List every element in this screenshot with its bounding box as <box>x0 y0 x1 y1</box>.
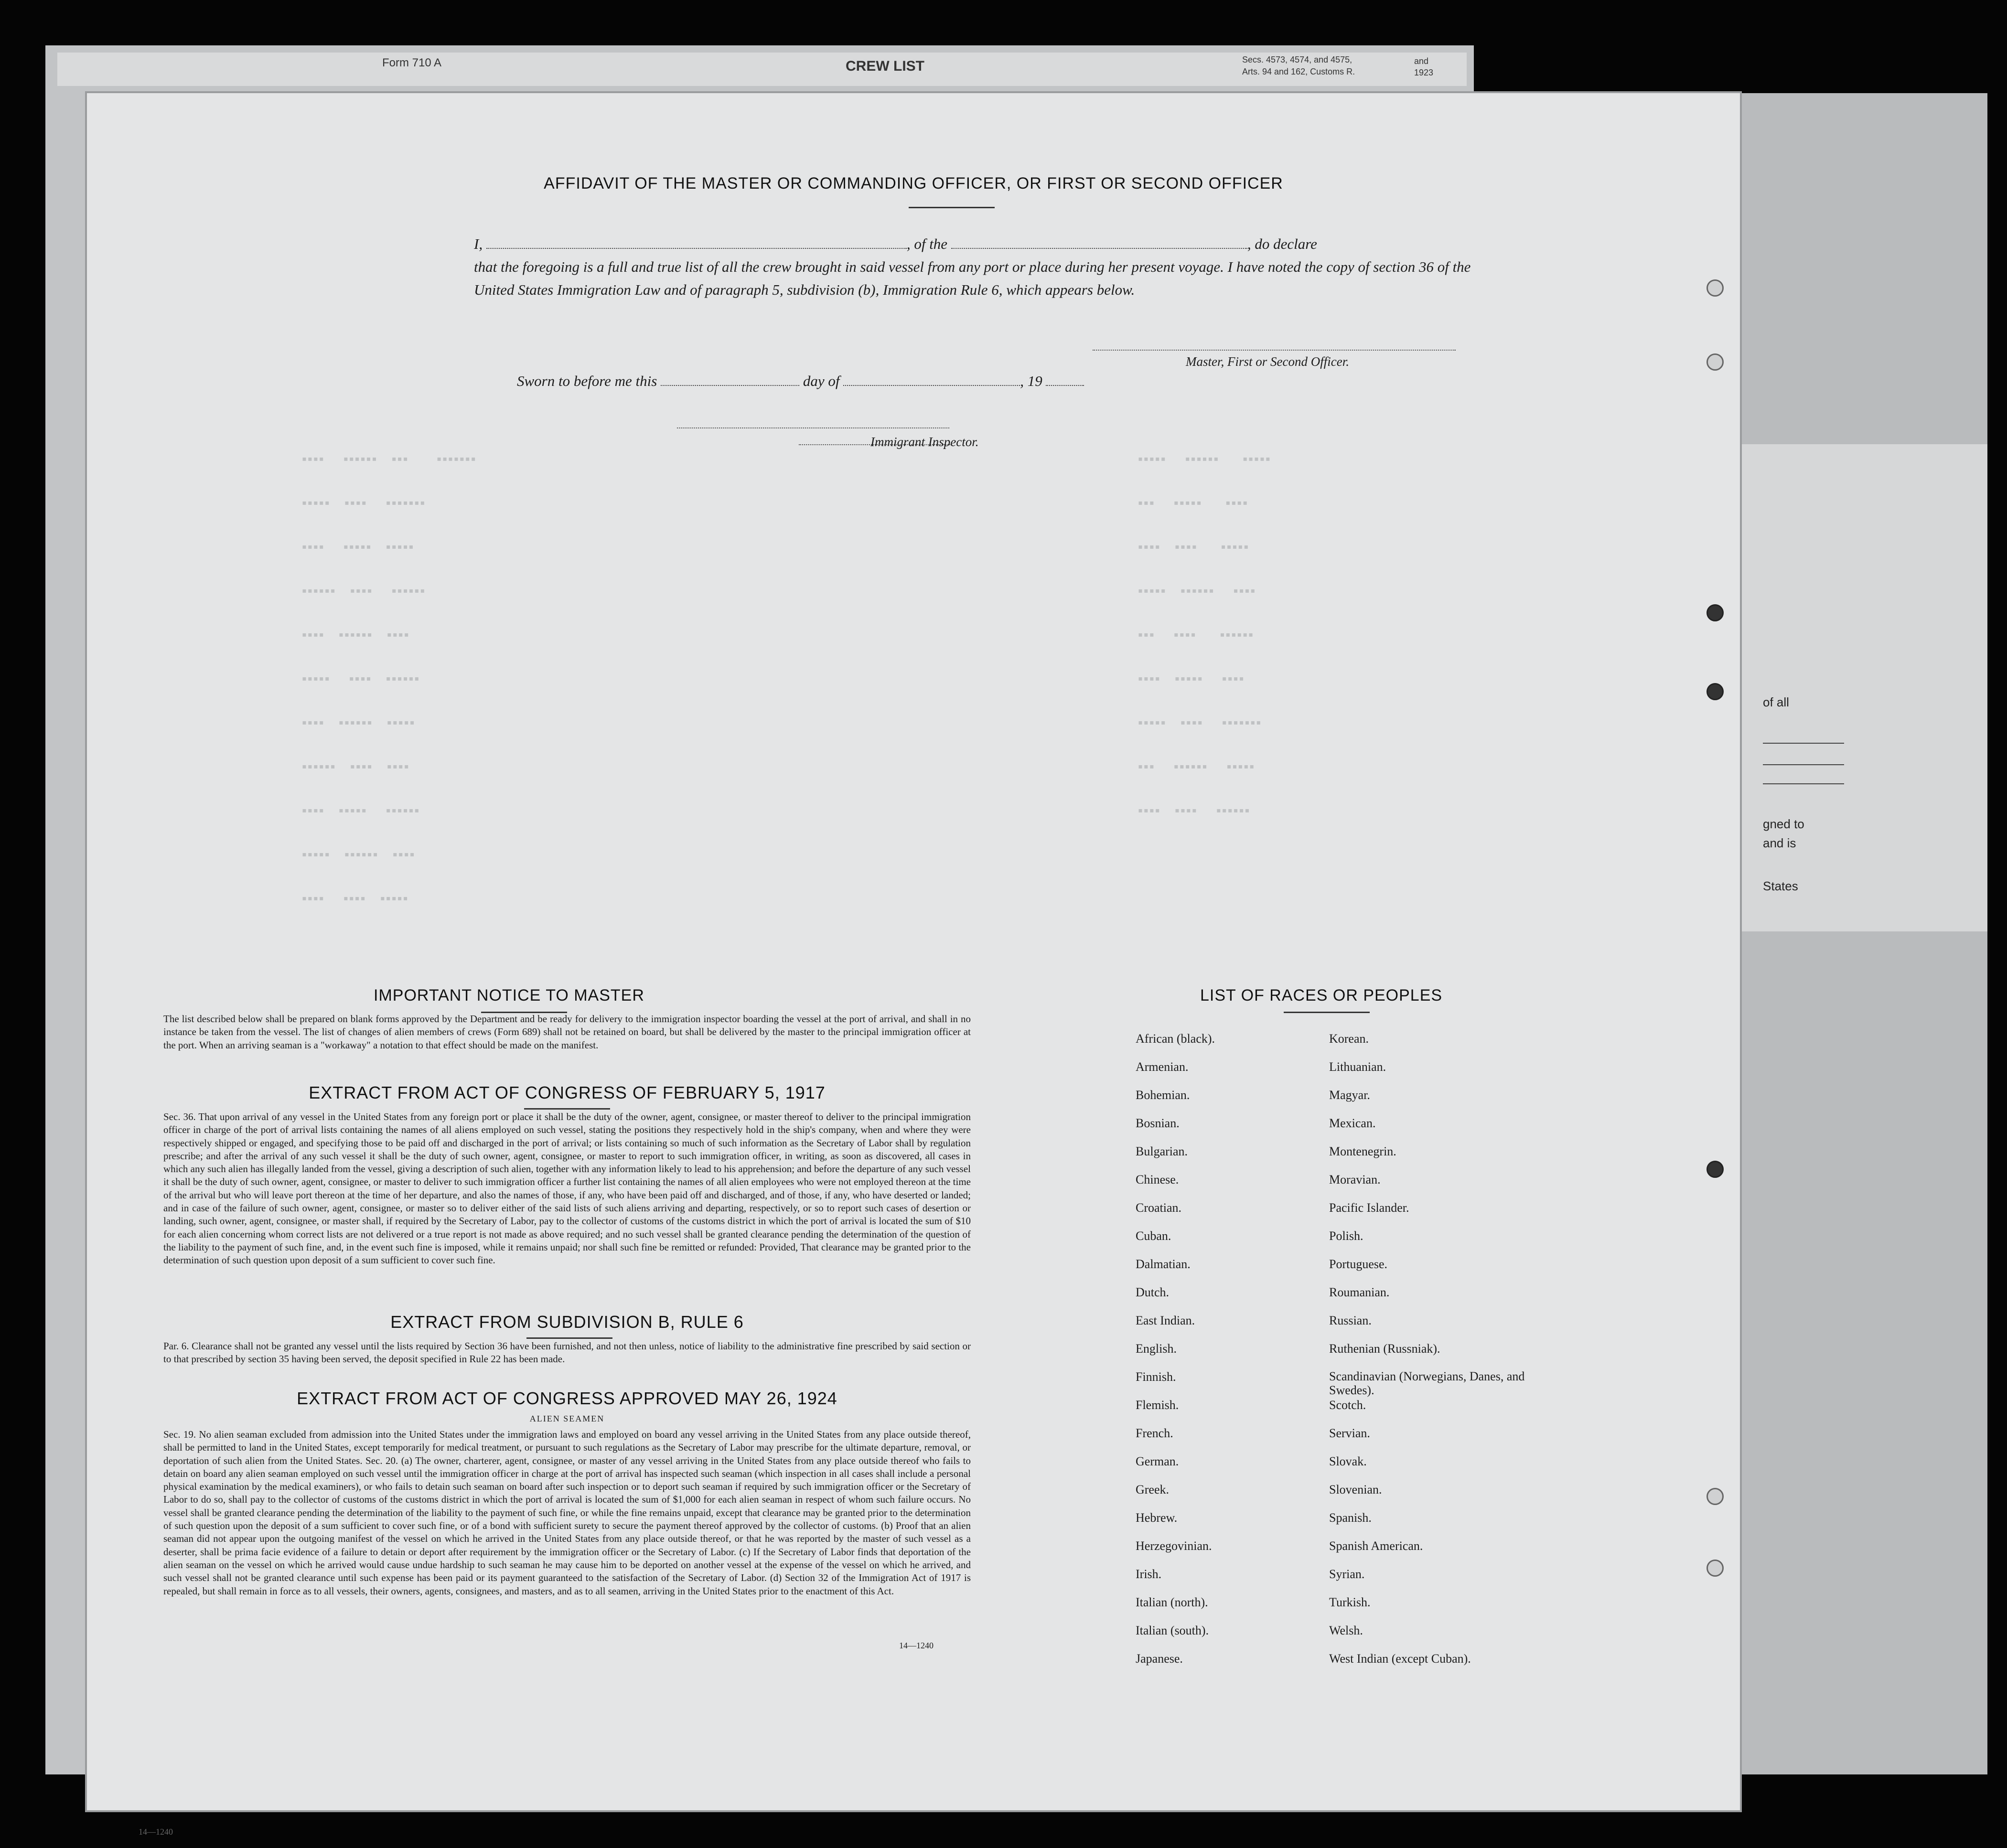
sworn-year-field[interactable] <box>1046 385 1084 386</box>
race-item: Italian (north). <box>1136 1595 1208 1609</box>
race-item: Moravian. <box>1329 1173 1381 1186</box>
title-rule <box>909 207 995 208</box>
extract-1917-text: Sec. 36. That upon arrival of any vessel in the United States from any foreign port or place it shall be the duty of the owner, agent, consignee, or master thereof to deliver to the principal immigration officer in charge of the port of arrival lists containing the names of all aliens employed on such vessel, stating the positions they respectively hold in the ship's company, when and where they were respectively shipped or engaged, and specifying those to be paid off and discharged in the port of arrival; or lists containing so much of such information as the Secretary of Labor shall by regulation prescribe; and after the arrival of any such vessel it shall be the duty of such owner, agent, consignee, or master to report to such immigration officer, in writing, as soon as discovered, all cases in which any such alien has illegally landed from the vessel, giving a description of such alien, together with any information likely to lead to his apprehension; and before the departure of any such vessel it shall be the duty of such owner, agent, consignee, or master to deliver to such immigration officer a further list containing the names of all alien employees who were not employed thereon at the time of the arrival but who will leave port thereon at the time of her departure, and also the names of those, if any, who have been paid off and discharged, and of those, if any, who have deserted or landed; and in case of the failure of such owner, agent, consignee, or master so to deliver either of the said lists of such aliens arriving and departing, respectively, or so to report such cases of desertion or landing, such owner, agent, consignee, or master shall, if required by the Secretary of Labor, pay to the collector of customs of the customs district in which the port of arrival is located the sum of $10 for each alien concerning whom correct lists are not delivered or a true report is not made as above required; and no such vessel shall be granted clearance pending the determination of the question of the liability to the payment of such fine, and, in the event such fine is imposed, while it remains unpaid; nor shall such fine be remitted or refunded: Provided, That clearance may be granted prior to the determination of such question upon deposit of a sum sufficient to cover such fine. <box>163 1111 971 1266</box>
master-signature-line[interactable] <box>1093 350 1456 351</box>
race-item: West Indian (except Cuban). <box>1329 1652 1471 1666</box>
affidavit-declare: , do declare <box>1247 235 1317 252</box>
inspector-signature-line[interactable] <box>677 427 949 428</box>
margin-rule <box>1763 783 1844 784</box>
race-item: East Indian. <box>1136 1314 1195 1327</box>
race-item: Greek. <box>1136 1483 1170 1496</box>
sworn-label: Sworn to before me this <box>517 373 657 389</box>
race-item: Welsh. <box>1329 1624 1363 1637</box>
races-title: LIST OF RACES OR PEOPLES <box>1200 986 1443 1004</box>
race-item: Syrian. <box>1329 1567 1365 1581</box>
title-rule <box>524 1108 610 1110</box>
vessel-name-field[interactable] <box>951 248 1247 249</box>
title-rule <box>526 1337 612 1339</box>
bottom-print-code: 14—1240 <box>139 1827 173 1837</box>
affidavit-line-1 <box>474 233 1511 256</box>
race-item: Chinese. <box>1136 1173 1179 1186</box>
race-item: French. <box>1136 1426 1173 1440</box>
race-item: Hebrew. <box>1136 1511 1178 1525</box>
race-item: Magyar. <box>1329 1088 1370 1102</box>
race-item: Dalmatian. <box>1136 1257 1191 1271</box>
crew-list-title: CREW LIST <box>846 58 924 74</box>
race-item: Portuguese. <box>1329 1257 1388 1271</box>
race-item: Scotch. <box>1329 1398 1366 1412</box>
race-item: Scandinavian (Norwegians, Danes, and Swedes). <box>1329 1369 1525 1397</box>
race-item: Flemish. <box>1136 1398 1179 1412</box>
margin-sheet <box>1701 444 1987 931</box>
affidavit-of-the: , of the <box>906 235 948 252</box>
race-item: Dutch. <box>1136 1285 1170 1299</box>
race-item: Korean. <box>1329 1032 1369 1046</box>
print-code: 14—1240 <box>899 1641 934 1650</box>
year-reference-2: 1923 <box>1414 68 1434 77</box>
race-item: Pacific Islander. <box>1329 1201 1409 1215</box>
race-item: Armenian. <box>1136 1060 1189 1074</box>
bleed-through: ▪▪▪▪ ▪▪▪▪▪▪ ▪▪▪ ▪▪▪▪▪▪▪ ▪▪▪▪▪ ▪▪▪▪ ▪▪▪▪▪▪▪ ▪▪▪▪ ▪▪▪▪▪ ▪▪▪▪▪ ▪▪▪▪▪▪ ▪▪▪▪ ▪▪▪▪▪▪ ▪▪▪▪ ▪▪▪▪▪▪ ▪▪▪▪ ▪▪▪▪▪ ▪▪▪▪ ▪▪▪▪▪▪ ▪▪▪▪ ▪▪▪▪▪▪ ▪▪▪▪▪ ▪▪▪▪▪▪ ▪▪▪▪ ▪▪▪▪ ▪▪▪▪ ▪▪▪▪▪ ▪▪▪▪▪▪ ▪▪▪▪▪ ▪▪▪▪▪▪ ▪▪▪▪ ▪▪▪▪ ▪▪▪▪ ▪▪▪▪▪ <box>302 451 477 906</box>
statute-reference: Secs. 4573, 4574, and 4575, <box>1242 55 1352 64</box>
extract-1924-text: Sec. 19. No alien seaman excluded from admission into the United States under the immigration laws and employed on board any vessel arriving in the United States from any place outside thereof, shall be permitted to land in the United States, except temporarily for medical treatment, or pursuant to such regulations as the Secretary of Labor may prescribe for the ultimate departure, removal, or deportation of such alien from the United States. Sec. 20. (a) The owner, charterer, agent, consignee, or master of any vessel arriving in the United States from any place outside thereof who fails to detain on board any alien seaman employed on such vessel until the immigration officer in charge at the port of arrival has inspected such seaman (which inspection in all cases shall include a personal physical examination by the medical examiners), or who fails to detain such seaman on board after such inspection or to deport such seaman if required by such immigration officer or the Secretary of Labor to do so, shall pay to the collector of customs of the customs district in which the port of arrival is located the sum of $1,000 for each alien seaman in respect of whom such failure occurs. No vessel shall be granted clearance pending the determination of the liability to the payment of such fine, or while the fine remains unpaid, except that clearance may be granted prior to the determination of such question upon the deposit of a sum sufficient to cover such fine, or of a bond with sufficient surety to secure the payment thereof approved by the collector of customs. (b) Proof that an alien seaman did not appear upon the outgoing manifest of the vessel on which he arrived in the United States from any place outside thereof, or that he was reported by the master of such vessel as a deserter, shall be prima facie evidence of a failure to detain or deport after requirement by the immigration officer or the Secretary of Labor. (c) If the Secretary of Labor finds that deportation of the alien seaman on the vessel on which he arrived would cause undue hardship to such seaman he may cause him to be deported on another vessel at the expense of the vessel on which he arrived, and such vessel shall not be granted clearance until such expense has been paid or its payment guaranteed to the satisfaction of the Secretary of Labor. (d) Section 32 of the Immigration Act of 1917 is repealed, but shall remain in force as to all vessels, their owners, agents, consignees, and masters, and as to all seamen, arriving in the United States prior to the enactment of this Act. <box>163 1429 971 1597</box>
rule-6-text: Par. 6. Clearance shall not be granted any vessel until the lists required by Section 36 have been furnished, and not then unless, notice of liability to the administrative fine prescribed by said section or to that prescribed by section 35 having been served, the deposit specified in Rule 22 has been made. <box>163 1340 971 1365</box>
inspector-signature-label: Immigrant Inspector. <box>870 435 979 449</box>
race-item: Bohemian. <box>1136 1088 1190 1102</box>
race-item: Lithuanian. <box>1329 1060 1386 1074</box>
notice-title: IMPORTANT NOTICE TO MASTER <box>374 986 644 1004</box>
races-column-2 <box>1329 1032 1530 1680</box>
margin-text: of all <box>1763 695 1789 709</box>
race-item: Slovenian. <box>1329 1483 1382 1496</box>
margin-text: and is <box>1763 836 1796 850</box>
rule-6-title: EXTRACT FROM SUBDIVISION B, RULE 6 <box>390 1312 744 1332</box>
statute-reference-2: Arts. 94 and 162, Customs R. <box>1242 67 1355 76</box>
race-item: Croatian. <box>1136 1201 1182 1215</box>
affidavit-title: AFFIDAVIT OF THE MASTER OR COMMANDING OFFICER, OR FIRST OR SECOND OFFICER <box>544 174 1283 192</box>
margin-rule <box>1763 743 1844 744</box>
race-item: English. <box>1136 1342 1177 1356</box>
sworn-day-of: day of <box>803 373 840 389</box>
race-item: Montenegrin. <box>1329 1144 1396 1158</box>
race-item: Herzegovinian. <box>1136 1539 1212 1553</box>
sworn-month-field[interactable] <box>843 385 1020 386</box>
margin-text: States <box>1763 879 1798 893</box>
race-item: African (black). <box>1136 1032 1215 1046</box>
race-item: German. <box>1136 1454 1179 1468</box>
binder-hole <box>1706 604 1724 621</box>
binder-hole <box>1706 683 1724 700</box>
race-item: Finnish. <box>1136 1370 1176 1384</box>
binder-hole <box>1706 1488 1724 1505</box>
crew-list-page <box>87 93 1740 1810</box>
form-number: Form 710 A <box>382 56 442 69</box>
extract-1924-title: EXTRACT FROM ACT OF CONGRESS APPROVED MAY 26, 1924 <box>297 1389 837 1408</box>
race-item: Cuban. <box>1136 1229 1171 1243</box>
margin-rule <box>1763 764 1844 765</box>
race-item: Slovak. <box>1329 1454 1367 1468</box>
sworn-year: , 19 <box>1020 373 1042 389</box>
race-item: Japanese. <box>1136 1652 1183 1666</box>
race-item: Mexican. <box>1329 1116 1376 1130</box>
binder-hole <box>1706 1161 1724 1178</box>
crew-list-header-strip <box>57 53 1467 86</box>
affidavit-body <box>474 233 1511 301</box>
race-item: Bosnian. <box>1136 1116 1180 1130</box>
alien-seamen-subtitle: ALIEN SEAMEN <box>529 1414 605 1423</box>
title-rule <box>1284 1012 1370 1013</box>
extract-1917-title: EXTRACT FROM ACT OF CONGRESS OF FEBRUARY 5, 1917 <box>309 1083 826 1102</box>
race-item: Ruthenian (Russniak). <box>1329 1342 1440 1356</box>
margin-text: gned to <box>1763 817 1804 831</box>
master-signature-label: Master, First or Second Officer. <box>1186 354 1349 369</box>
binder-hole <box>1706 1560 1724 1577</box>
sworn-day-field[interactable] <box>661 385 799 386</box>
race-item: Spanish American. <box>1329 1539 1423 1553</box>
race-item: Polish. <box>1329 1229 1363 1243</box>
race-item: Italian (south). <box>1136 1624 1209 1637</box>
affidavit-text: that the foregoing is a full and true list of all the crew brought in said vessel from any port or place during her present voyage. I have noted the copy of section 36 of the United States Immigration Law and of paragraph 5, subdivision (b), Immigration Rule 6, which appears below. <box>474 258 1471 299</box>
race-item: Servian. <box>1329 1426 1370 1440</box>
race-item: Roumanian. <box>1329 1285 1390 1299</box>
race-item: Irish. <box>1136 1567 1162 1581</box>
sworn-line <box>517 373 1084 390</box>
race-item: Spanish. <box>1329 1511 1372 1525</box>
affidavit-i: I, <box>474 235 483 252</box>
race-item: Bulgarian. <box>1136 1144 1188 1158</box>
races-column-1 <box>1136 1032 1215 1680</box>
binder-hole <box>1706 353 1724 371</box>
year-reference: and <box>1414 56 1429 66</box>
race-item: Turkish. <box>1329 1595 1371 1609</box>
notice-text: The list described below shall be prepared on blank forms approved by the Department and be ready for delivery to the immigration inspector boarding the vessel at the port of arrival, and shall in no instance be taken from the vessel. The list of changes of alien members of crews (Form 689) shall not be retained on board, but shall be delivered by the master to the principal immigration officer at the port. When an arriving seaman is a "workaway" a notation to that effect should be made on the manifest. <box>163 1013 971 1051</box>
master-name-field[interactable] <box>486 248 907 249</box>
race-item: Russian. <box>1329 1314 1372 1327</box>
bleed-through: ▪▪▪▪▪ ▪▪▪▪▪▪ ▪▪▪▪▪ ▪▪▪ ▪▪▪▪▪ ▪▪▪▪ ▪▪▪▪ ▪▪▪▪ ▪▪▪▪▪ ▪▪▪▪▪ ▪▪▪▪▪▪ ▪▪▪▪ ▪▪▪ ▪▪▪▪ ▪▪▪▪▪▪ ▪▪▪▪ ▪▪▪▪▪ ▪▪▪▪ ▪▪▪▪▪ ▪▪▪▪ ▪▪▪▪▪▪▪ ▪▪▪ ▪▪▪▪▪▪ ▪▪▪▪▪ ▪▪▪▪ ▪▪▪▪ ▪▪▪▪▪▪ <box>1138 451 1271 818</box>
binder-hole <box>1706 279 1724 297</box>
